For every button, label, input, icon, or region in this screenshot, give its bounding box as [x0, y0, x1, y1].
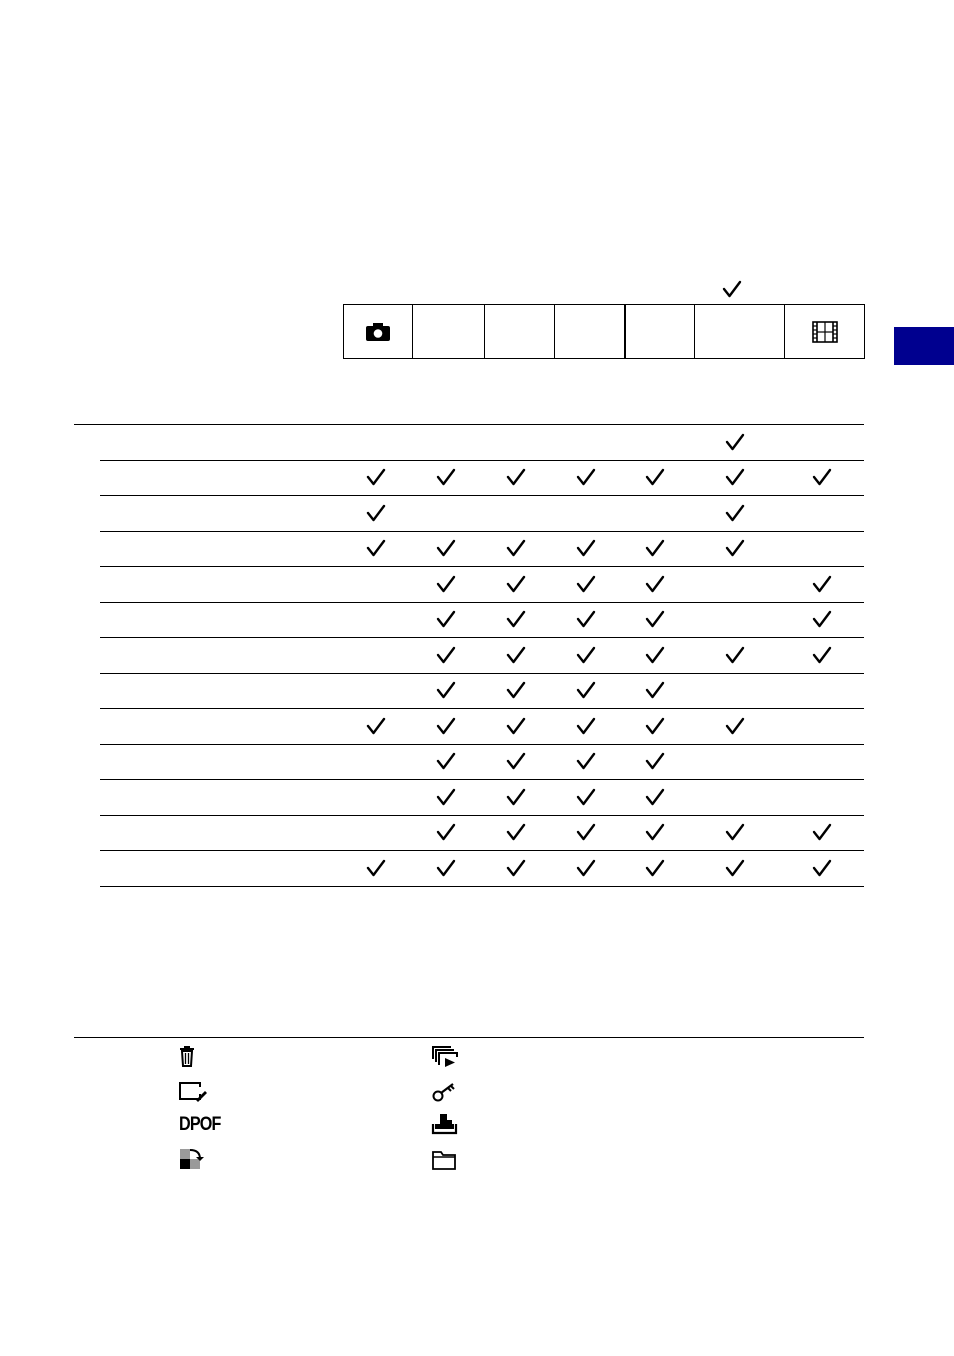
checkmark-icon	[436, 823, 456, 841]
checkmark-icon	[506, 823, 526, 841]
checkmark-icon	[645, 575, 665, 593]
table-row-divider	[100, 708, 864, 709]
checkmark-icon	[506, 468, 526, 486]
checkmark-icon	[645, 823, 665, 841]
checkmark-icon	[576, 717, 596, 735]
table-row-divider	[100, 460, 864, 461]
checkmark-icon	[436, 788, 456, 806]
legend-checkmark-icon	[722, 280, 742, 298]
checkmark-icon	[812, 859, 832, 877]
checkmark-icon	[506, 681, 526, 699]
checkmark-icon	[506, 575, 526, 593]
checkmark-icon	[436, 681, 456, 699]
checkmark-icon	[436, 717, 456, 735]
checkmark-icon	[725, 646, 745, 664]
dpof-icon: DPOF	[179, 1114, 221, 1135]
folder-icon	[431, 1148, 461, 1172]
checkmark-icon	[645, 717, 665, 735]
side-index-tab	[894, 327, 954, 365]
checkmark-icon	[506, 788, 526, 806]
checkmark-icon	[506, 539, 526, 557]
checkmark-icon	[812, 468, 832, 486]
checkmark-icon	[725, 717, 745, 735]
checkmark-icon	[506, 610, 526, 628]
slideshow-icon	[431, 1045, 461, 1069]
checkmark-icon	[576, 681, 596, 699]
checkmark-icon	[812, 646, 832, 664]
checkmark-icon	[645, 646, 665, 664]
mode-cell-movie	[784, 305, 864, 358]
mode-cell-camera	[344, 305, 412, 358]
checkmark-icon	[645, 859, 665, 877]
checkmark-icon	[812, 575, 832, 593]
table-row-divider	[100, 850, 864, 851]
checkmark-icon	[645, 610, 665, 628]
checkmark-icon	[366, 539, 386, 557]
checkmark-icon	[645, 681, 665, 699]
table-row-divider	[100, 531, 864, 532]
checkmark-icon	[645, 468, 665, 486]
checkmark-icon	[725, 539, 745, 557]
checkmark-icon	[366, 717, 386, 735]
checkmark-icon	[576, 752, 596, 770]
mode-cell-2	[412, 305, 484, 358]
table-row-divider	[100, 886, 864, 887]
checkmark-icon	[576, 788, 596, 806]
checkmark-icon	[576, 610, 596, 628]
checkmark-icon	[812, 610, 832, 628]
checkmark-icon	[436, 539, 456, 557]
mode-cell-5	[624, 305, 694, 358]
print-icon	[431, 1112, 461, 1136]
mode-cell-4	[554, 305, 624, 358]
checkmark-icon	[576, 468, 596, 486]
checkmark-icon	[576, 859, 596, 877]
checkmark-icon	[366, 468, 386, 486]
checkmark-icon	[576, 823, 596, 841]
camera-icon	[364, 321, 392, 343]
checkmark-icon	[725, 859, 745, 877]
mode-cell-3	[484, 305, 554, 358]
checkmark-icon	[436, 468, 456, 486]
checkmark-icon	[812, 823, 832, 841]
checkmark-icon	[645, 752, 665, 770]
table-top-rule	[74, 424, 864, 425]
table-row-divider	[100, 602, 864, 603]
trash-icon	[176, 1045, 206, 1069]
resize-edit-icon	[178, 1080, 208, 1104]
checkmark-icon	[725, 504, 745, 522]
movie-film-icon	[812, 321, 838, 343]
checkmark-icon	[645, 539, 665, 557]
checkmark-icon	[576, 539, 596, 557]
protect-key-icon	[431, 1080, 461, 1104]
table-row-divider	[100, 815, 864, 816]
bottom-separator	[74, 1037, 864, 1038]
checkmark-icon	[725, 823, 745, 841]
checkmark-icon	[506, 752, 526, 770]
table-row-divider	[100, 637, 864, 638]
checkmark-icon	[506, 859, 526, 877]
checkmark-icon	[576, 646, 596, 664]
checkmark-icon	[436, 859, 456, 877]
table-row-divider	[100, 566, 864, 567]
table-row-divider	[100, 744, 864, 745]
checkmark-icon	[436, 575, 456, 593]
checkmark-icon	[576, 575, 596, 593]
checkmark-icon	[725, 468, 745, 486]
checkmark-icon	[506, 717, 526, 735]
checkmark-icon	[645, 788, 665, 806]
checkmark-icon	[506, 646, 526, 664]
checkmark-icon	[436, 752, 456, 770]
table-row-divider	[100, 495, 864, 496]
mode-bar	[343, 304, 865, 359]
checkmark-icon	[436, 610, 456, 628]
checkmark-icon	[366, 859, 386, 877]
table-row-divider	[100, 673, 864, 674]
rotate-icon	[178, 1147, 208, 1171]
checkmark-icon	[725, 433, 745, 451]
mode-cell-6	[694, 305, 784, 358]
checkmark-icon	[366, 504, 386, 522]
table-row-divider	[100, 779, 864, 780]
checkmark-icon	[436, 646, 456, 664]
